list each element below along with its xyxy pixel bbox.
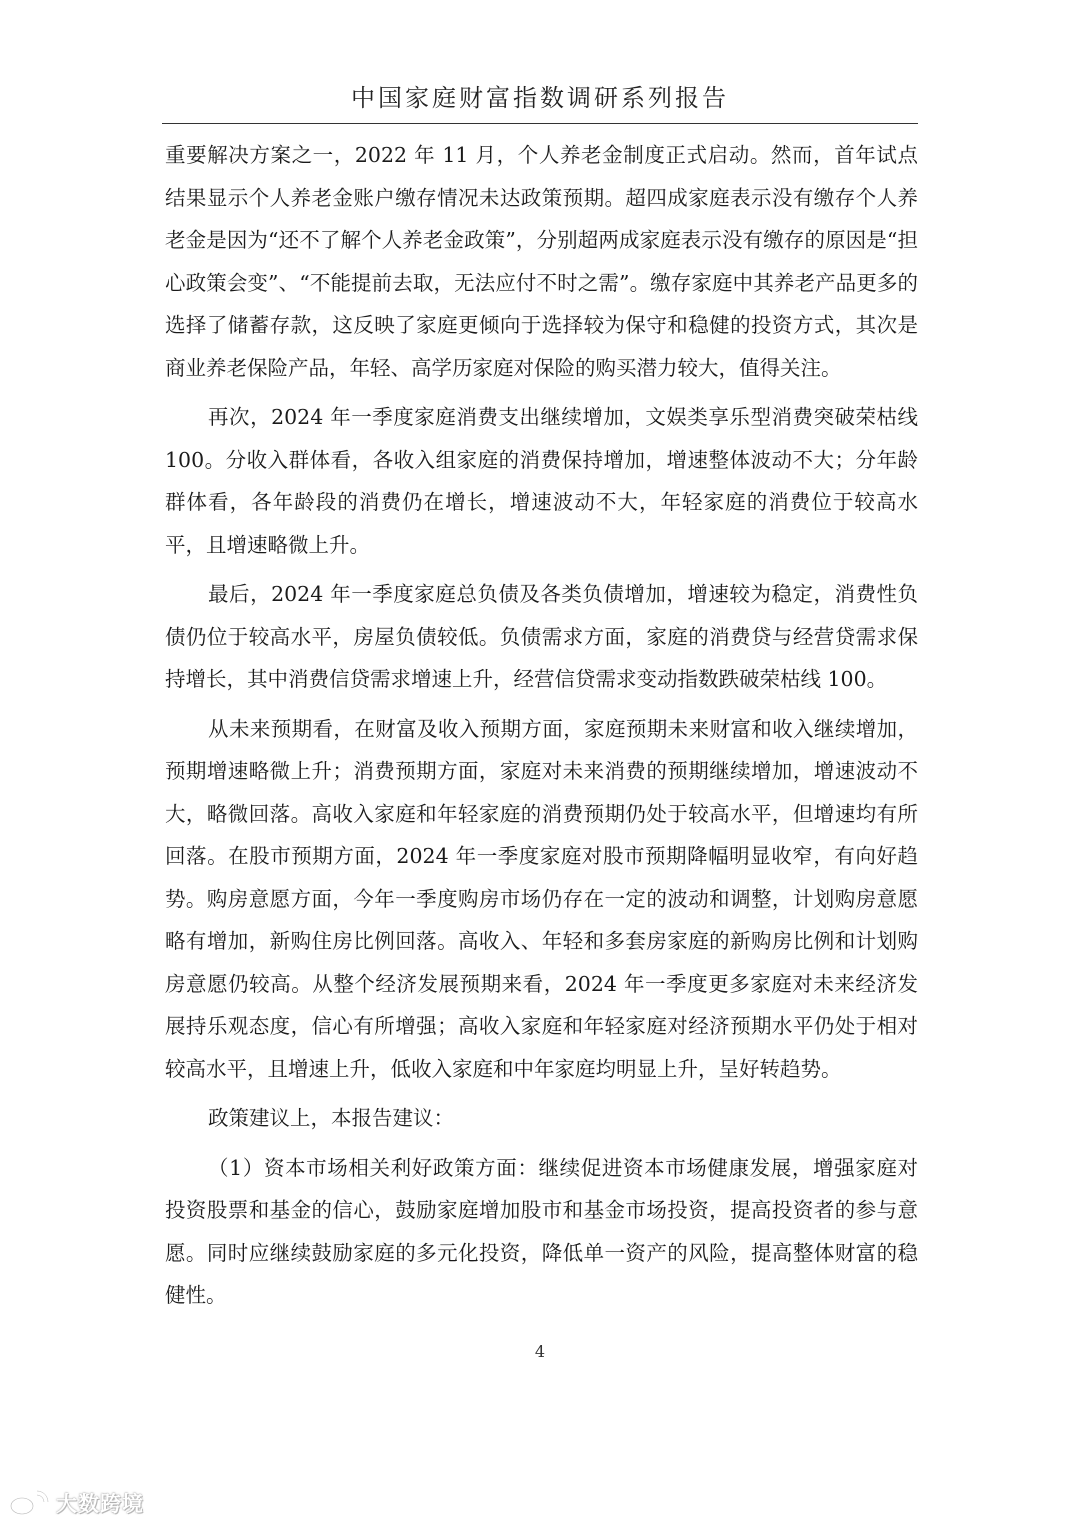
paragraph-6: （1）资本市场相关利好政策方面：继续促进资本市场健康发展，增强家庭对投资股票和基金的信心，鼓励家庭增加股市和基金市场投资，提高投资者的参与意愿。同时应继续鼓励家庭的多元化投资，降低单一资产的风险，提高整体财富的稳健性。 <box>165 1155 918 1307</box>
watermark <box>8 1488 144 1518</box>
watermark-text: 大数跨境 <box>56 1492 144 1516</box>
paragraph-5: 政策建议上，本报告建议： <box>208 1106 455 1130</box>
page-number: 4 <box>534 1342 546 1361</box>
paragraph-4: 从未来预期看，在财富及收入预期方面，家庭预期未来财富和收入继续增加，预期增速略微上升；消费预期方面，家庭对未来消费的预期继续增加，增速波动不大，略微回落。高收入家庭和年轻家庭的消费预期仍处于较高水平，但增速均有所回落。在股市预期方面，2024 年一季度家庭对股市预期降幅明显收窄，有向好趋势。购房意愿方面，今年一季度购房市场仍存在一定的波动和调整，计划购房意愿略有增加，新购住房比例回落。高收入、年轻和多套房家庭的新购房比例和计划购房意愿仍较高。从整个经济发展预期来看，2024 年一季度更多家庭对未来经济发展持乐观态度，信心有所增强；高收入家庭和年轻家庭对经济预期水平仍处于相对较高水平，且增速上升，低收入家庭和中年家庭均明显上升，呈好转趋势。 <box>165 716 918 1081</box>
weibo-logo-icon <box>8 1489 52 1517</box>
paragraph-3: 最后，2024 年一季度家庭总负债及各类负债增加，增速较为稳定，消费性负债仍位于较高水平，房屋负债较低。负债需求方面，家庭的消费贷与经营贷需求保持增长，其中消费信贷需求增速上升，经营信贷需求变动指数跌破荣枯线 100。 <box>165 582 918 691</box>
header-divider <box>162 123 918 124</box>
paragraph-2: 再次，2024 年一季度家庭消费支出继续增加，文娱类享乐型消费突破荣枯线 100。分收入群体看，各收入组家庭的消费保持增加，增速整体波动不大；分年龄群体看，各年龄段的消费仍在增长，增速波动不大，年轻家庭的消费位于较高水平，且增速略微上升。 <box>165 405 918 557</box>
page-header-title: 中国家庭财富指数调研系列报告 <box>351 84 729 112</box>
report-body <box>165 134 918 1324</box>
paragraph-1: 重要解决方案之一，2022 年 11 月，个人养老金制度正式启动。然而，首年试点结果显示个人养老金账户缴存情况未达政策预期。超四成家庭表示没有缴存个人养老金是因为“还不了解个人养老金政策”，分别超两成家庭表示没有缴存的原因是“担心政策会变”、“不能提前去取，无法应付不时之需”。缴存家庭中其养老产品更多的选择了储蓄存款，这反映了家庭更倾向于选择较为保守和稳健的投资方式，其次是商业养老保险产品，年轻、高学历家庭对保险的购买潜力较大，值得关注。 <box>165 143 918 380</box>
